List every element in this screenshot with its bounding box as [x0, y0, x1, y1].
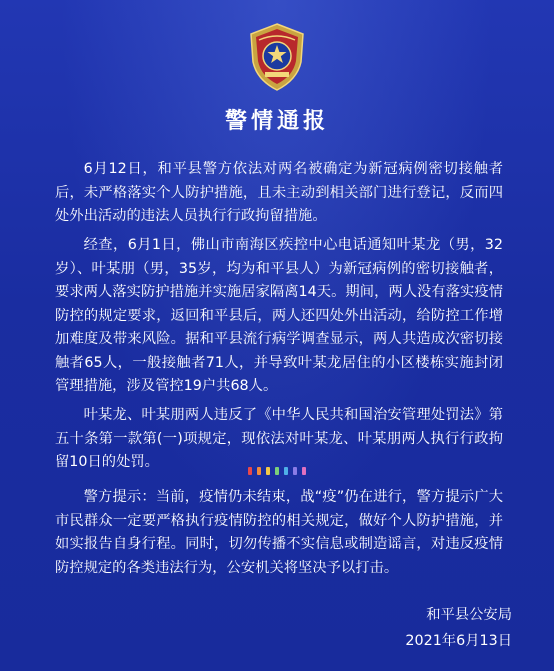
police-tip-paragraph: 警方提示：当前，疫情仍未结束，战“疫”仍在进行，警方提示广大市民群众一定要严格执行疫情防控的相关规定，做好个人防护措施，并如实报告自身行程。同时，切勿传播不实信息或制造谣言，对违反疫情防控规定的各类违法行为，公安机关将坚决予以打击。	[55, 489, 503, 576]
color-divider	[231, 467, 323, 475]
issuing-organization: 和平县公安局	[426, 607, 512, 623]
divider-mark	[275, 467, 279, 475]
divider-mark	[257, 467, 261, 475]
notice-paragraph: 叶某龙、叶某朋两人违反了《中华人民共和国治安管理处罚法》第五十条第一款第(一)项规定，现依法对叶某龙、叶某朋两人执行行政拘留10日的处罚。	[55, 407, 503, 470]
police-emblem-icon	[247, 22, 307, 92]
issue-date: 2021年6月13日	[405, 633, 512, 649]
divider-mark	[284, 467, 288, 475]
notice-paragraph: 经查，6月1日，佛山市南海区疾控中心电话通知叶某龙（男，32岁）、叶某朋（男，35岁，均为和平县人）为新冠病例的密切接触者，要求两人落实防护措施并实施居家隔离14天。期间，两人没有落实疫情防控的规定要求，返回和平县后，两人还四处外出活动，给防控工作增加难度及带来风险。据和平县流行病学调查显示，两人共造成次密切接触者65人，一般接触者71人，并导致叶某龙居住的小区楼栋实施封闭管理措施，涉及管控19户共68人。	[55, 237, 503, 394]
divider-mark	[293, 467, 297, 475]
divider-mark	[302, 467, 306, 475]
notice-paragraph: 6月12日，和平县警方依法对两名被确定为新冠病例密切接触者后，未严格落实个人防护措施，且未主动到相关部门进行登记，反而四处外出活动的违法人员执行行政拘留措施。	[55, 161, 503, 224]
divider-mark	[266, 467, 270, 475]
divider-mark	[248, 467, 252, 475]
notice-title: 警情通报	[224, 109, 329, 134]
